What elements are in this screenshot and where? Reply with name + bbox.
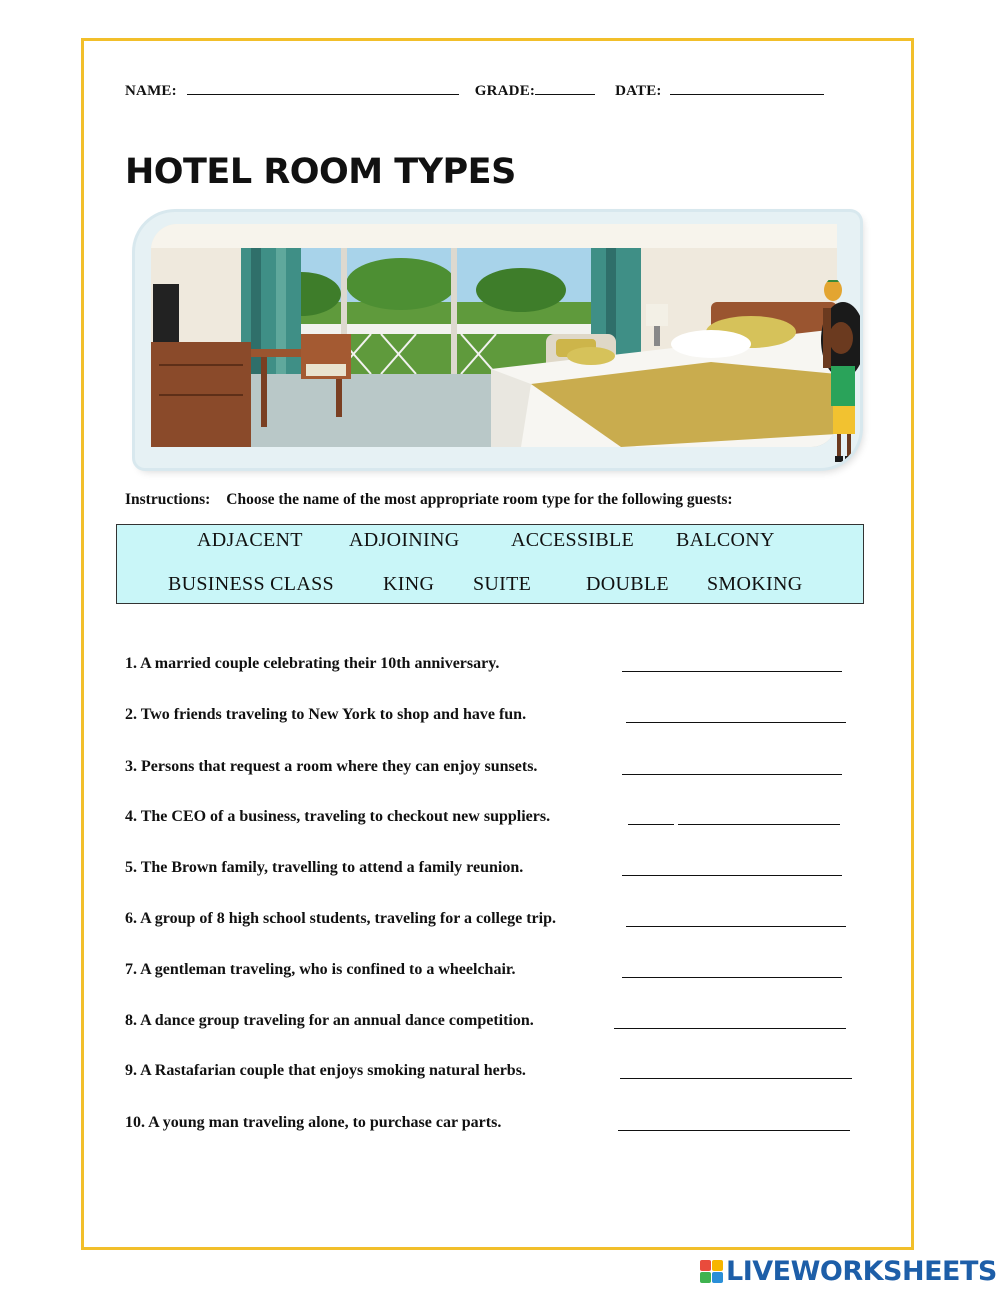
answer-field-8[interactable]	[614, 1027, 846, 1029]
liveworksheets-logo[interactable]	[700, 1256, 997, 1287]
instructions-label: Instructions:	[125, 491, 211, 508]
answer-field-7[interactable]	[622, 976, 842, 978]
answer-field-2[interactable]	[626, 721, 846, 723]
brand-logo-icon	[700, 1260, 723, 1283]
hotel-room-photo-frame	[135, 212, 860, 468]
brand-text: LIVEWORKSHEETS	[726, 1256, 997, 1287]
question-4: 4. The CEO of a business, traveling to checkout new suppliers.	[125, 808, 551, 825]
word-bank-item: BUSINESS CLASS	[168, 573, 334, 595]
question-2: 2. Two friends traveling to New York to shop and have fun.	[125, 706, 527, 723]
grade-label: GRADE:	[474, 83, 536, 99]
grade-input[interactable]	[535, 82, 595, 95]
answer-field-4[interactable]	[678, 823, 840, 825]
header-fields	[125, 82, 824, 100]
avatar-icon	[813, 280, 860, 468]
answer-field-5[interactable]	[622, 874, 842, 876]
answer-field-1[interactable]	[622, 670, 842, 672]
question-7: 7. A gentleman traveling, who is confined to a wheelchair.	[125, 961, 516, 978]
word-bank	[116, 524, 864, 604]
instructions	[125, 491, 733, 509]
word-bank-item: SMOKING	[707, 573, 803, 595]
date-input[interactable]	[670, 82, 824, 95]
date-label: DATE:	[615, 83, 662, 99]
word-bank-item: SUITE	[473, 573, 532, 595]
word-bank-item: ADJOINING	[349, 529, 460, 551]
word-bank-item: BALCONY	[676, 529, 775, 551]
word-bank-item: KING	[383, 573, 435, 595]
question-9: 9. A Rastafarian couple that enjoys smoking natural herbs.	[125, 1062, 526, 1079]
question-1: 1. A married couple celebrating their 10th anniversary.	[125, 655, 500, 672]
question-6: 6. A group of 8 high school students, traveling for a college trip.	[125, 910, 556, 927]
answer-field-3[interactable]	[622, 773, 842, 775]
question-3: 3. Persons that request a room where they can enjoy sunsets.	[125, 758, 538, 775]
question-8: 8. A dance group traveling for an annual dance competition.	[125, 1012, 534, 1029]
name-input[interactable]	[187, 82, 459, 95]
hotel-room-photo-icon	[151, 224, 837, 447]
answer-field-6[interactable]	[626, 925, 846, 927]
question-5: 5. The Brown family, travelling to attend a family reunion.	[125, 859, 524, 876]
answer-field-10[interactable]	[618, 1129, 850, 1131]
answer-field-4-part[interactable]	[628, 823, 674, 825]
word-bank-item: ADJACENT	[197, 529, 303, 551]
answer-field-9[interactable]	[620, 1077, 852, 1079]
name-label: NAME:	[125, 83, 177, 99]
word-bank-item: ACCESSIBLE	[511, 529, 635, 551]
question-10: 10. A young man traveling alone, to purchase car parts.	[125, 1114, 502, 1131]
word-bank-item: DOUBLE	[586, 573, 669, 595]
page-title: HOTEL ROOM TYPES	[125, 152, 516, 192]
instructions-text: Choose the name of the most appropriate room type for the following guests:	[226, 491, 733, 508]
